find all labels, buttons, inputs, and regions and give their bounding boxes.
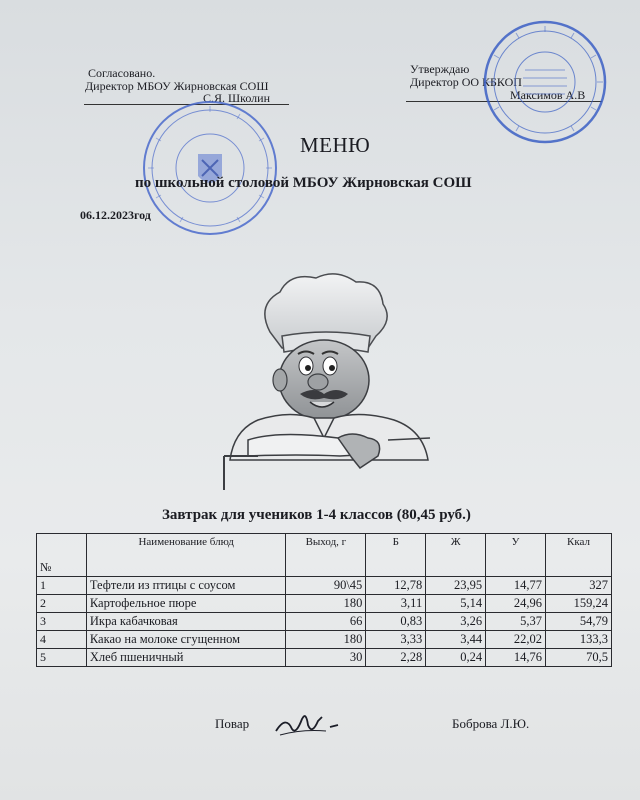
approval-left-line3: С.Я. Школин xyxy=(203,91,271,105)
table-row xyxy=(37,613,612,631)
round-stamp-left xyxy=(140,98,280,238)
col-header-kcal: Ккал xyxy=(546,534,612,577)
dish-kcal: 133,3 xyxy=(546,631,612,649)
round-stamp-right xyxy=(470,20,620,150)
col-header-number: № xyxy=(37,534,87,577)
col-header-carbs: У xyxy=(486,534,546,577)
dish-carbs: 14,77 xyxy=(486,577,546,595)
dish-carbs: 22,02 xyxy=(486,631,546,649)
breakfast-title: Завтрак для учеников 1-4 классов (80,45 руб.) xyxy=(162,507,471,523)
dish-fat: 0,24 xyxy=(426,649,486,667)
dish-kcal: 327 xyxy=(546,577,612,595)
dish-output: 30 xyxy=(286,649,366,667)
menu-table xyxy=(36,533,612,667)
approval-right-line3: Максимов А.В xyxy=(510,88,586,102)
table-header-row xyxy=(37,534,612,577)
dish-fat: 3,44 xyxy=(426,631,486,649)
dish-carbs: 24,96 xyxy=(486,595,546,613)
table-row xyxy=(37,631,612,649)
dish-carbs: 14,76 xyxy=(486,649,546,667)
dish-output: 90\45 xyxy=(286,577,366,595)
row-number: 5 xyxy=(37,649,87,667)
dish-protein: 3,33 xyxy=(366,631,426,649)
row-number: 3 xyxy=(37,613,87,631)
dish-carbs: 5,37 xyxy=(486,613,546,631)
cook-signature xyxy=(272,705,352,739)
table-row xyxy=(37,595,612,613)
dish-name: Картофельное пюре xyxy=(86,595,286,613)
dish-output: 180 xyxy=(286,631,366,649)
col-header-output: Выход, г xyxy=(286,534,366,577)
dish-fat: 5,14 xyxy=(426,595,486,613)
dish-name: Тефтели из птицы с соусом xyxy=(86,577,286,595)
cook-label: Повар xyxy=(215,716,250,731)
page-subtitle: по школьной столовой МБОУ Жирновская СОШ xyxy=(135,175,472,191)
dish-fat: 3,26 xyxy=(426,613,486,631)
table-row xyxy=(37,577,612,595)
dish-kcal: 54,79 xyxy=(546,613,612,631)
dish-name: Икра кабачковая xyxy=(86,613,286,631)
dish-kcal: 70,5 xyxy=(546,649,612,667)
dish-protein: 2,28 xyxy=(366,649,426,667)
dish-protein: 0,83 xyxy=(366,613,426,631)
menu-date: 06.12.2023год xyxy=(80,208,151,222)
dish-name: Какао на молоке сгущенном xyxy=(86,631,286,649)
dish-output: 66 xyxy=(286,613,366,631)
approval-left-line1: Согласовано. xyxy=(88,66,156,80)
row-number: 2 xyxy=(37,595,87,613)
row-number: 1 xyxy=(37,577,87,595)
approval-right-line1: Утверждаю xyxy=(410,62,470,76)
table-row xyxy=(37,649,612,667)
approval-right-line2: Директор ОО КБКОП xyxy=(410,75,522,89)
dish-fat: 23,95 xyxy=(426,577,486,595)
dish-protein: 12,78 xyxy=(366,577,426,595)
chef-illustration xyxy=(218,270,443,490)
row-number: 4 xyxy=(37,631,87,649)
page-title: МЕНЮ xyxy=(300,133,371,157)
dish-kcal: 159,24 xyxy=(546,595,612,613)
col-header-protein: Б xyxy=(366,534,426,577)
col-header-fat: Ж xyxy=(426,534,486,577)
cook-name: Боброва Л.Ю. xyxy=(452,716,530,731)
dish-name: Хлеб пшеничный xyxy=(86,649,286,667)
dish-output: 180 xyxy=(286,595,366,613)
dish-protein: 3,11 xyxy=(366,595,426,613)
approval-left-line2: Директор МБОУ Жирновская СОШ xyxy=(85,79,269,93)
col-header-name: Наименование блюд xyxy=(86,534,286,577)
